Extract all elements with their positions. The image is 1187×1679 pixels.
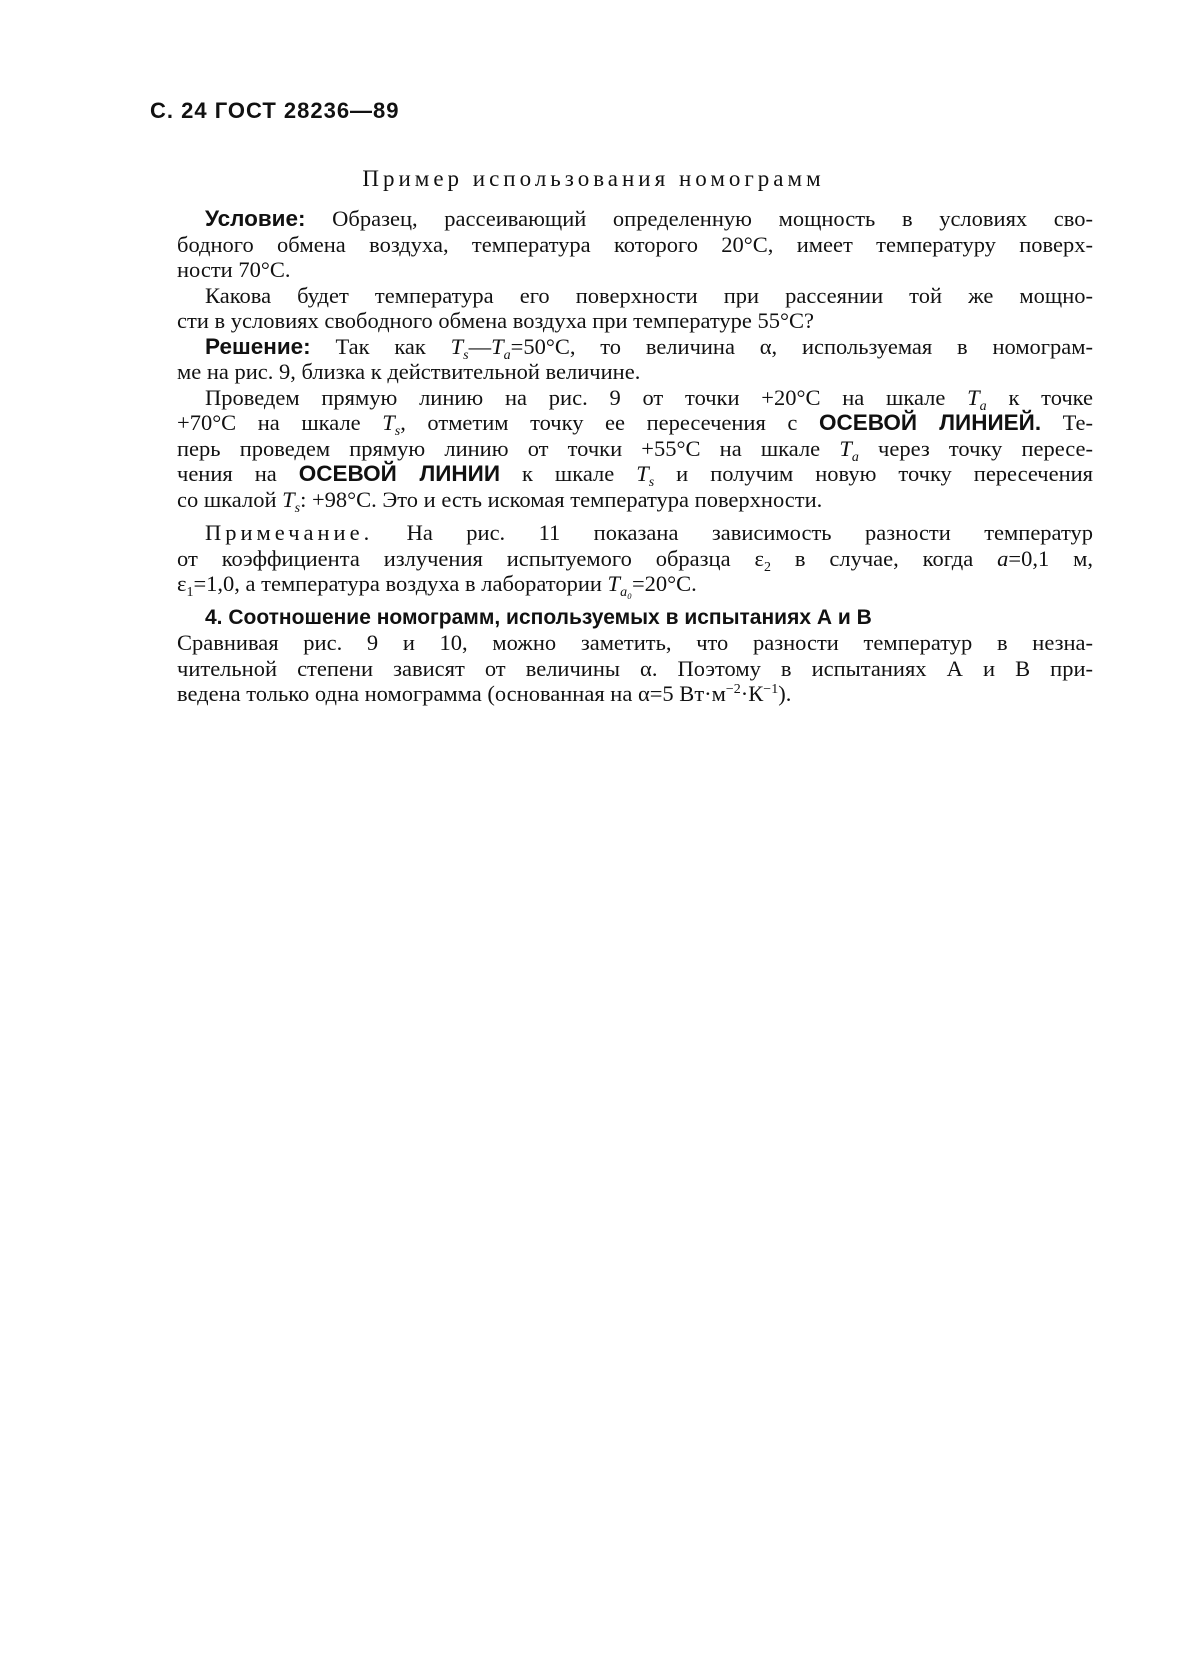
note-line-2: от коэффициента излучения испытуемого образца $\varepsilon_2$ в случае, когда a=0,1 м, (177, 545, 1093, 575)
condition-label: Условие: (205, 206, 306, 231)
document-body (177, 206, 1094, 707)
section-4-heading: 4. Соотношение номограмм, используемых в испытаниях А и В (205, 605, 872, 629)
section-4-line-2: чительной степени зависят от величины α. Поэтому в испытаниях А и В при- (177, 655, 1093, 681)
procedure-line-2: +70°С на шкале $T_s$, отметим точку ее пересечения с ОСЕВОЙ ЛИНИЕЙ. Те- (177, 410, 1094, 439)
section-title: Пример использования номограмм (362, 166, 825, 191)
procedure-line-5: со шкалой $T_s$: +98°С. Это и есть искомая температура поверхности. (177, 486, 823, 516)
question-line-2: сти в условиях свободного обмена воздуха при температуре 55°С? (177, 308, 815, 333)
condition-line-3: ности 70°С. (177, 257, 291, 282)
procedure-line-4: чения на ОСЕВОЙ ЛИНИИ к шкале $T_s$ и получим новую точку пересечения (177, 461, 1094, 490)
page-header: С. 24 ГОСТ 28236—89 (150, 98, 400, 123)
section-4-line-3: ведена только одна номограмма (основанная на α=5 $Вт\cdot м^{-2}\cdot К^{-1}$). (177, 681, 792, 706)
note-label: Примечание. (205, 520, 374, 545)
condition-line-2: бодного обмена воздуха, температура которого 20°С, имеет температуру поверх- (177, 231, 1093, 257)
question-line-1: Какова будет температура его поверхности при рассеянии той же мощно- (205, 282, 1093, 308)
note-line-1: Примечание. На рис. 11 показана зависимость разности температур (205, 520, 1093, 545)
section-4-line-1: Сравнивая рис. 9 и 10, можно заметить, что разности температур в незна- (177, 630, 1093, 655)
procedure-line-1: Проведем прямую линию на рис. 9 от точки +20°С на шкале $T_a$ к точке (205, 384, 1094, 414)
note-line-3: $\varepsilon_1=1,0$, а температура воздуха в лаборатории $T_{a_0}=20^\circ С$. (177, 571, 697, 600)
solution-line-2: ме на рис. 9, близка к действительной величине. (177, 359, 641, 384)
solution-line-1: Решение: Так как $T_s—T_a=50^\circ С$, то величина α, используемая в номограм- (205, 333, 1093, 363)
solution-label: Решение: (205, 333, 311, 359)
condition-line-1: Условие: Образец, рассеивающий определенную мощность в условиях сво- (205, 206, 1094, 231)
procedure-line-3: перь проведем прямую линию от точки +55°С на шкале $T_a$ через точку пересе- (177, 435, 1094, 465)
